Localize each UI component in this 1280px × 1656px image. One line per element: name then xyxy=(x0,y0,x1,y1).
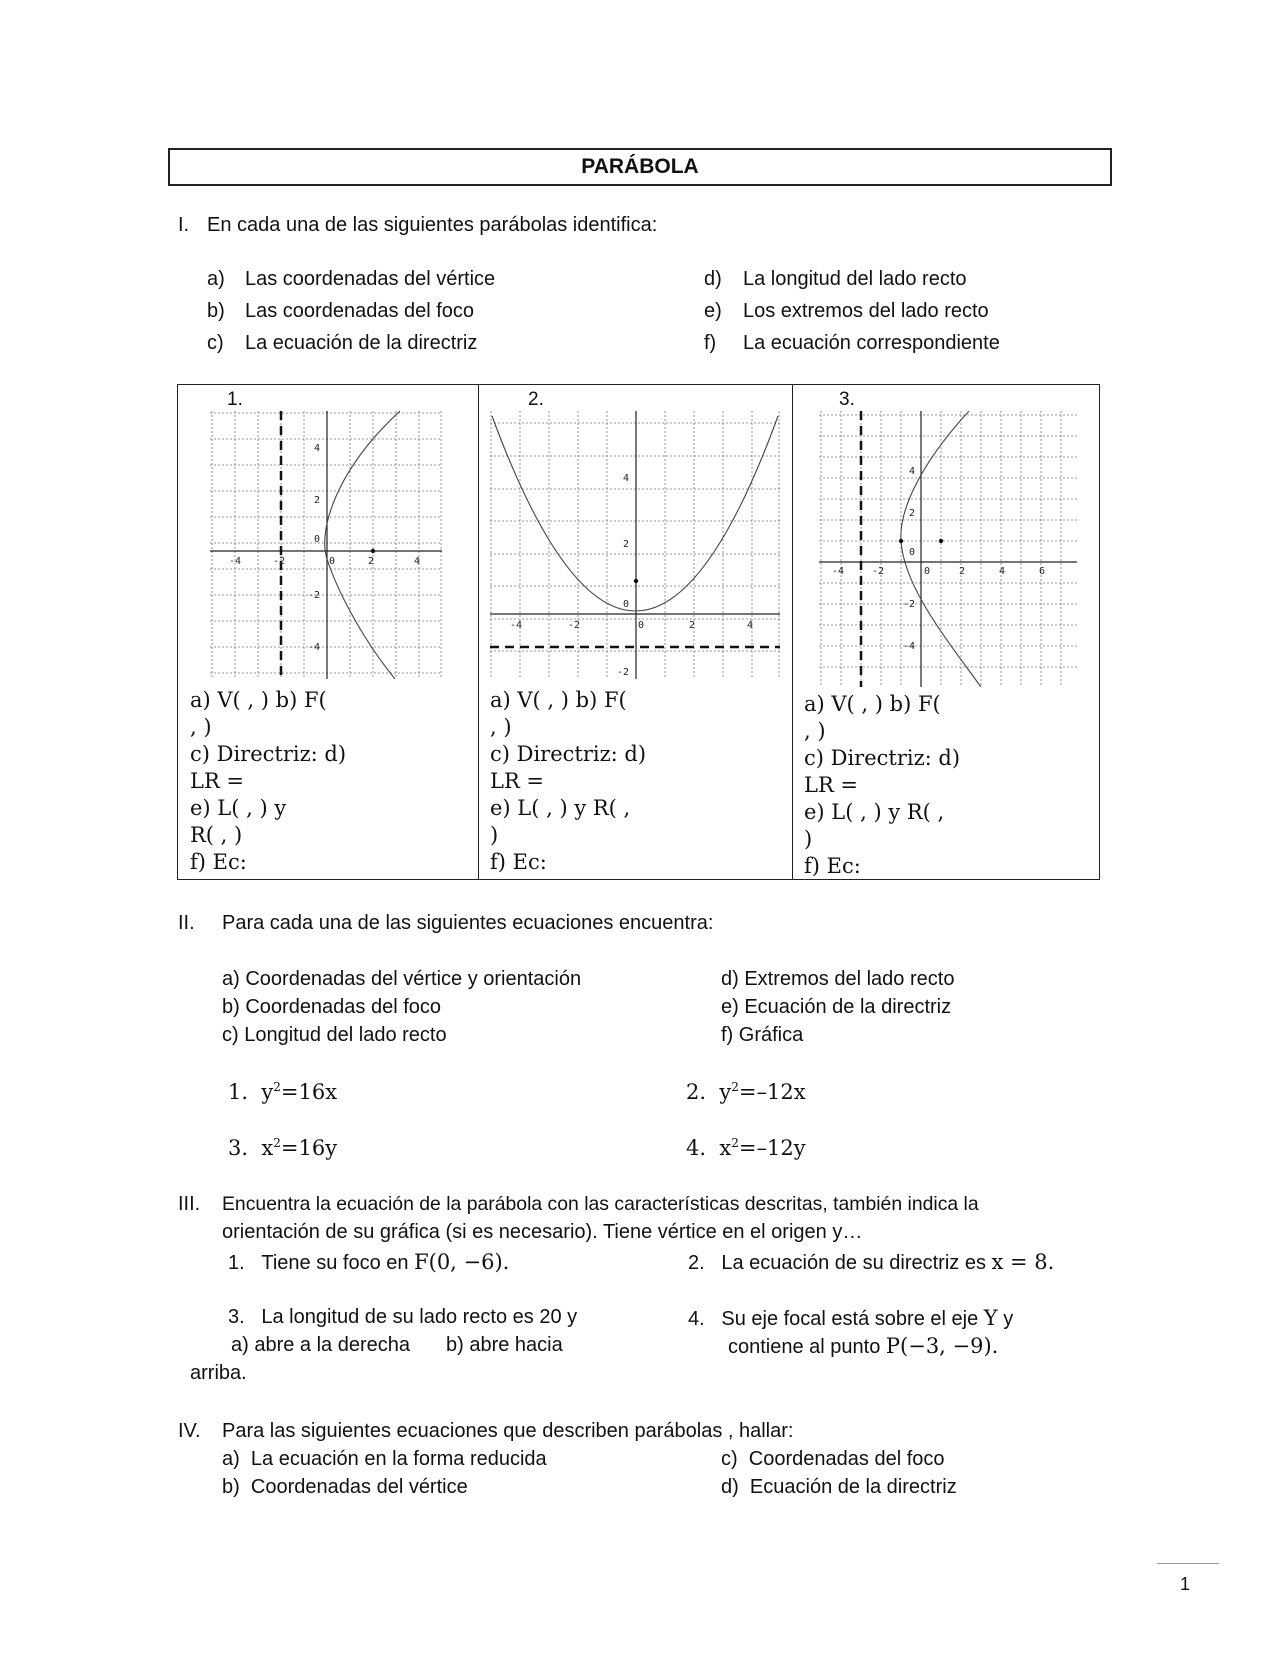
section4-item-b: b) Coordenadas del vértice xyxy=(222,1476,468,1498)
graph-1-x-tick: -4 xyxy=(229,556,242,567)
graph-1-y-tick: 2 xyxy=(314,495,321,506)
graph-3-vertex-point xyxy=(899,539,903,543)
graph-2-number: 2. xyxy=(528,389,544,410)
graph-3-answer-line-5: e) L( , ) y R( , xyxy=(804,800,945,824)
graph-3-plot xyxy=(819,411,1077,687)
graph-2-y-tick: 0 xyxy=(623,599,630,610)
section1-item-c-text: La ecuación de la directriz xyxy=(245,332,478,354)
section1-numeral: I. xyxy=(178,214,190,236)
graph-cell-3 xyxy=(792,385,1099,879)
section1-item-b-text: Las coordenadas del foco xyxy=(245,300,475,322)
graph-1-parabola xyxy=(325,411,400,679)
graph-1-focus-point xyxy=(371,549,375,553)
graph-cell-2 xyxy=(478,385,793,879)
section2-item-f: f) Gráfica xyxy=(721,1024,804,1046)
graph-3-x-tick: 0 xyxy=(924,566,931,577)
section3-heading-line-2: orientación de su gráfica (si es necesario). Tiene vértice en el origen y… xyxy=(222,1221,863,1243)
graph-1-answer-line-2: , ) xyxy=(190,715,212,739)
graph-2-y-tick: 4 xyxy=(623,473,630,484)
section1-item-a-text: Las coordenadas del vértice xyxy=(245,268,496,290)
graph-3-gridlines xyxy=(819,411,1077,687)
graph-3-answer-line-2: , ) xyxy=(804,719,826,743)
graph-2-plot xyxy=(490,411,780,679)
section3-item-1: 1. Tiene su foco en F(0, −6). xyxy=(228,1250,510,1274)
graph-1-answer-line-7: f) Ec: xyxy=(190,850,247,874)
graph-3-y-tick: 2 xyxy=(909,508,916,519)
graph-2-answer-line-4: LR = xyxy=(490,769,545,793)
section3-item-3: 3. La longitud de su lado recto es 20 y xyxy=(228,1306,578,1328)
graph-3-answer-line-3: c) Directriz: d) xyxy=(804,746,961,770)
graph-2-y-tick: -2 xyxy=(617,667,630,678)
graph-2-x-tick: 0 xyxy=(638,620,645,631)
section1-item-f-letter: f) xyxy=(704,332,717,354)
section4-numeral: IV. xyxy=(178,1420,201,1442)
graph-1-gridlines xyxy=(210,411,442,679)
graph-1-y-tick: 0 xyxy=(314,534,321,545)
section4-item-d: d) Ecuación de la directriz xyxy=(721,1476,957,1498)
section1-item-e-letter: e) xyxy=(704,300,722,322)
section4-item-c: c) Coordenadas del foco xyxy=(721,1448,945,1470)
graph-3-x-tick: 2 xyxy=(959,566,966,577)
graph-3-y-tick: -2 xyxy=(903,599,916,610)
graph-2-x-tick: -4 xyxy=(510,620,523,631)
graph-3-y-tick: 0 xyxy=(909,547,916,558)
section4-heading: Para las siguientes ecuaciones que describen parábolas , hallar: xyxy=(222,1420,794,1442)
graph-2-x-tick: 2 xyxy=(689,620,696,631)
section1-item-b-letter: b) xyxy=(207,300,225,322)
graph-1-plot xyxy=(210,411,442,679)
footer-divider xyxy=(1157,1563,1219,1564)
graph-1-number: 1. xyxy=(227,389,243,410)
page-title: PARÁBOLA xyxy=(168,148,1112,186)
graph-1-x-tick: 0 xyxy=(329,556,336,567)
section1-heading: En cada una de las siguientes parábolas identifica: xyxy=(207,214,658,236)
graph-3-focus-point xyxy=(939,539,943,543)
graph-1-y-tick: -2 xyxy=(308,590,321,601)
section4-item-a: a) La ecuación en la forma reducida xyxy=(222,1448,547,1470)
section1-item-c-letter: c) xyxy=(207,332,224,354)
section1-item-e-text: Los extremos del lado recto xyxy=(743,300,989,322)
graph-1-x-tick: -2 xyxy=(273,556,286,567)
graph-3-answer-line-6: ) xyxy=(804,827,813,851)
graph-2-answer-line-1: a) V( , ) b) F( xyxy=(490,688,627,712)
section3-heading-line-1: Encuentra la ecuación de la parábola con las características descritas, también indica la xyxy=(222,1193,979,1215)
graph-1-answer-line-5: e) L( , ) y xyxy=(190,796,287,820)
section2-item-a: a) Coordenadas del vértice y orientación xyxy=(222,968,582,990)
graph-1-answer-line-6: R( , ) xyxy=(190,823,243,847)
equation-2: 2. $y^2=-12x$ xyxy=(686,1080,806,1104)
graph-3-x-tick: -2 xyxy=(872,566,885,577)
graph-3-y-tick: -4 xyxy=(903,641,916,652)
graph-1-y-tick: 4 xyxy=(314,443,321,454)
section1-item-d-letter: d) xyxy=(704,268,722,290)
section2-item-c: c) Longitud del lado recto xyxy=(222,1024,447,1046)
graph-2-y-tick: 2 xyxy=(623,539,630,550)
equation-4: 4. $x^2=-12y$ xyxy=(686,1136,806,1160)
graph-2-answer-line-7: f) Ec: xyxy=(490,850,547,874)
graph-3-answer-line-4: LR = xyxy=(804,773,859,797)
graph-3-x-tick: -4 xyxy=(832,566,845,577)
graph-1-answer-line-1: a) V( , ) b) F( xyxy=(190,688,327,712)
section2-item-d: d) Extremos del lado recto xyxy=(721,968,955,990)
graph-cell-1 xyxy=(178,385,479,879)
graph-3-answer-line-7: f) Ec: xyxy=(804,854,861,878)
graph-3-x-tick: 6 xyxy=(1039,566,1046,577)
graph-1-answer-line-4: LR = xyxy=(190,769,245,793)
section2-item-b: b) Coordenadas del foco xyxy=(222,996,442,1018)
graph-3-answer-line-1: a) V( , ) b) F( xyxy=(804,692,941,716)
graph-2-answer-line-2: , ) xyxy=(490,715,512,739)
graph-2-answer-line-3: c) Directriz: d) xyxy=(490,742,647,766)
graph-2-x-tick: 4 xyxy=(747,620,754,631)
section1-item-f-text: La ecuación correspondiente xyxy=(743,332,1000,354)
section2-heading: Para cada una de las siguientes ecuaciones encuentra: xyxy=(222,912,714,934)
graph-2-answer-line-5: e) L( , ) y R( , xyxy=(490,796,631,820)
graph-1-y-tick: -4 xyxy=(308,642,321,653)
graph-3-x-tick: 4 xyxy=(999,566,1006,577)
section2-item-e: e) Ecuación de la directriz xyxy=(721,996,952,1018)
section1-item-a-letter: a) xyxy=(207,268,225,290)
graph-2-focus-point xyxy=(634,579,638,583)
graph-3-number: 3. xyxy=(839,389,855,410)
section3-item-4-line-2: contiene al punto P(−3, −9). xyxy=(728,1334,999,1358)
graph-1-x-tick: 4 xyxy=(414,556,421,567)
graph-3-y-tick: 4 xyxy=(909,466,916,477)
graphs-table xyxy=(177,384,1100,880)
graph-1-answer-line-3: c) Directriz: d) xyxy=(190,742,347,766)
equation-3: 3. $x^2=16y$ xyxy=(228,1136,338,1160)
section3-numeral: III. xyxy=(178,1193,201,1215)
section3-item-3-tail: arriba. xyxy=(190,1362,247,1384)
page-number: 1 xyxy=(1180,1574,1191,1594)
section2-numeral: II. xyxy=(178,912,195,934)
graph-2-answer-line-6: ) xyxy=(490,823,499,847)
graph-1-x-tick: 2 xyxy=(368,556,375,567)
section3-item-2: 2. La ecuación de su directriz es x = 8. xyxy=(688,1250,1055,1274)
section1-item-d-text: La longitud del lado recto xyxy=(743,268,967,290)
section3-item-3-sub-b: b) abre hacia xyxy=(446,1334,563,1356)
section3-item-4: 4. Su eje focal está sobre el eje Y y xyxy=(688,1306,1014,1330)
graph-2-x-tick: -2 xyxy=(568,620,581,631)
section3-item-3-sub-a: a) abre a la derecha xyxy=(231,1334,411,1356)
equation-1: 1. $y^2=16x$ xyxy=(228,1080,338,1104)
graph-2-gridlines xyxy=(490,411,780,679)
